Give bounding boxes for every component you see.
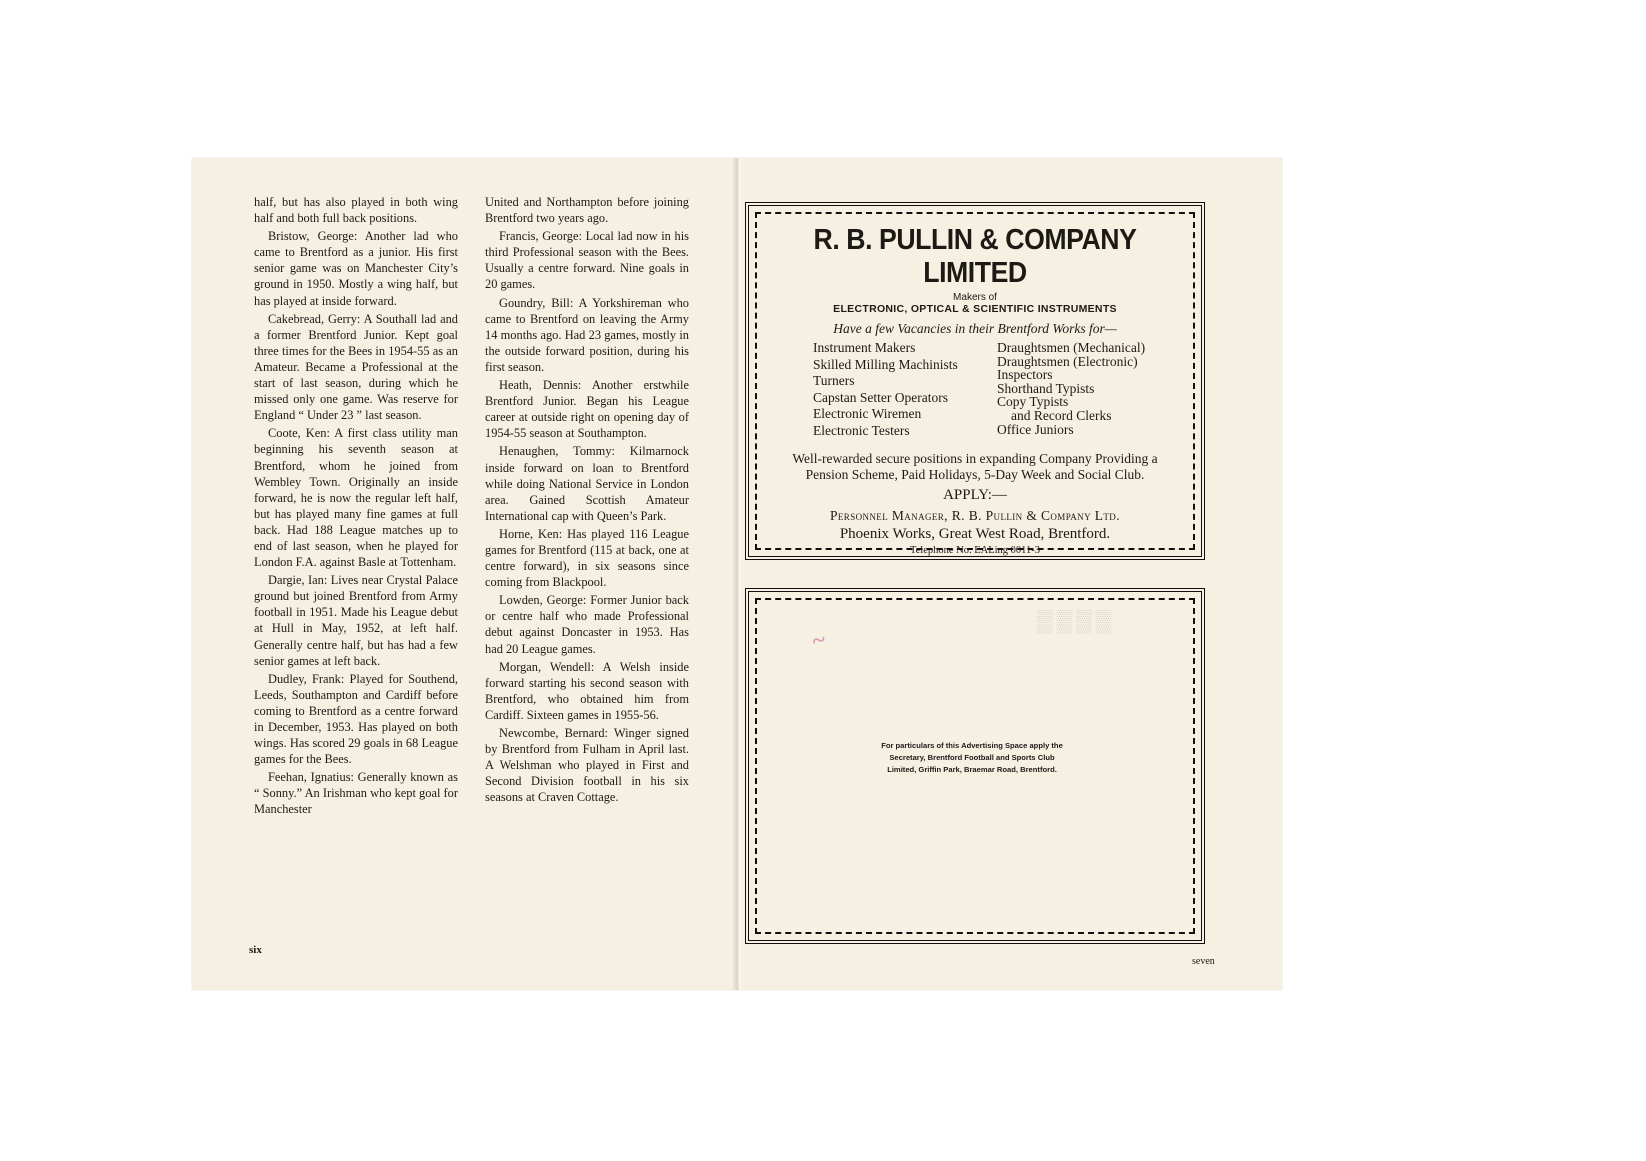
ad-makers-of: Makers of xyxy=(953,292,997,303)
advertising-space-note: For particulars of this Advertising Space apply the Secretary, Brentford Football and Sports Club Limited, Griffin Park, Braemar Road, Brentford. xyxy=(881,741,1063,774)
programme-spread xyxy=(192,158,1282,990)
player-note: Henaughen, Tommy: Kilmarnock inside forward on loan to Brentford while doing National Service in London area. Gained Scottish Amateur International cap with Queen’s Park. xyxy=(485,444,689,523)
player-note: Coote, Ken: A first class utility man beginning his seventh season at Brentford, whom he joined from Wembley Town. Originally an inside forward, he is now the regular left half, but has played many fine games at full back. Had 188 League matches up to end of last season, when he played for London F.A. against Basle at Tottenham. xyxy=(254,426,458,570)
player-note: Feehan, Ignatius: Generally known as “ Sonny.” An Irishman who kept goal for Manchester xyxy=(254,770,458,817)
ad-instruments: ELECTRONIC, OPTICAL & SCIENTIFIC INSTRUMENTS xyxy=(833,303,1117,315)
job-title: and Record Clerks xyxy=(1011,407,1112,423)
job-title: Capstan Setter Operators xyxy=(813,389,948,405)
job-title: Copy Typists xyxy=(997,394,1069,410)
page-six xyxy=(192,158,737,990)
page-number-seven: seven xyxy=(1192,956,1215,967)
player-note: Heath, Dennis: Another erstwhile Brentford Junior. Began his League career at outside right on opening day of 1954-55 season at Southampton. xyxy=(485,378,689,441)
show-through-ghost: ▒▒▒▒ xyxy=(1037,608,1116,633)
player-note: Bristow, George: Another lad who came to Brentford as a junior. His first senior game was on Manchester City’s ground in 1950. Mostly a wing half, but has played at inside forward. xyxy=(254,229,458,308)
ad-address: Phoenix Works, Great West Road, Brentford. xyxy=(839,526,1111,543)
player-notes-column-1 xyxy=(254,194,458,820)
pink-ink-mark: ~ xyxy=(809,626,829,656)
job-title: Draughtsmen (Electronic) xyxy=(997,353,1138,369)
job-title: Turners xyxy=(813,373,855,388)
player-note: Horne, Ken: Has played 116 League games for Brentford (115 at back, one at centre forward), in six seasons since coming from Blackpool. xyxy=(485,526,689,590)
job-title: Office Juniors xyxy=(997,421,1074,437)
player-note: half, but has also played in both wing half and both full back positions. xyxy=(254,195,458,226)
ad-personnel-manager: Personnel Manager, R. B. Pullin & Company Ltd. xyxy=(830,508,1120,524)
player-note: Dargie, Ian: Lives near Crystal Palace ground but joined Brentford from Army football in 1951. Made his League debut at Hull in May, 1952, at left half. Generally centre half, but has had a few senior games at left back. xyxy=(254,573,458,668)
ad-apply: APPLY:— xyxy=(943,487,1007,504)
job-title: Draughtsmen (Mechanical) xyxy=(997,340,1146,355)
ad-telephone: Telephone No. EALing 0011-3 xyxy=(909,545,1041,557)
player-note: Morgan, Wendell: A Welsh inside forward starting his second season with Brentford, who obtained him from Cardiff. Sixteen games in 1955-56. xyxy=(485,659,689,722)
ad-job-lists xyxy=(757,341,1193,447)
job-title: Instrument Makers xyxy=(813,340,916,355)
ad-company-name: R. B. PULLIN & COMPANY LIMITED xyxy=(813,224,1137,289)
job-title: Electronic Testers xyxy=(813,422,910,438)
job-title: Electronic Wiremen xyxy=(813,406,922,421)
job-title: Shorthand Typists xyxy=(997,380,1095,396)
ad-job-list-right xyxy=(997,341,1145,436)
player-note: Goundry, Bill: A Yorkshireman who came to Brentford on leaving the Army 14 months ago. Had 23 games, mostly in the outside forward position, during his first season. xyxy=(485,295,689,374)
page-seven xyxy=(737,158,1282,990)
job-title: Skilled Milling Machinists xyxy=(813,356,958,372)
player-note: Lowden, George: Former Junior back or centre half who made Professional debut against Doncaster in 1953. Has had 20 League games. xyxy=(485,593,689,656)
player-note: Dudley, Frank: Played for Southend, Leeds, Southampton and Cardiff before coming to Brentford as a centre forward in December, 1953. Has played on both wings. Has scored 29 goals in 68 League games for the Bees. xyxy=(254,671,458,767)
ad-border xyxy=(755,212,1195,557)
page-number-six: six xyxy=(249,944,262,956)
pullin-advertisement xyxy=(745,202,1205,560)
ad-job-list-left xyxy=(813,341,958,440)
ad-benefits: Well-rewarded secure positions in expanding Company Providing a Pension Scheme, Paid Holidays, 5-Day Week and Social Club. xyxy=(792,451,1158,483)
player-note: Francis, George: Local lad now in his third Professional season with the Bees. Usually a centre forward. Nine goals in 20 games. xyxy=(485,229,689,292)
ad-vacancies: Have a few Vacancies in their Brentford Works for— xyxy=(833,321,1117,336)
player-note: Newcombe, Bernard: Winger signed by Brentford from Fulham in April last. A Welshman who played in First and Second Division football in his six seasons at Craven Cottage. xyxy=(485,726,689,805)
player-notes-column-2 xyxy=(485,194,689,807)
player-note: Cakebread, Gerry: A Southall lad and a former Brentford Junior. Kept goal three times for the Bees in 1954-55 as an Amateur. Became a Professional at the start of last season, during which he missed only one game. Was reserve for England “ Under 23 ” last season. xyxy=(254,311,458,423)
player-note: United and Northampton before joining Brentford two years ago. xyxy=(485,195,689,226)
job-title: Inspectors xyxy=(997,367,1053,383)
